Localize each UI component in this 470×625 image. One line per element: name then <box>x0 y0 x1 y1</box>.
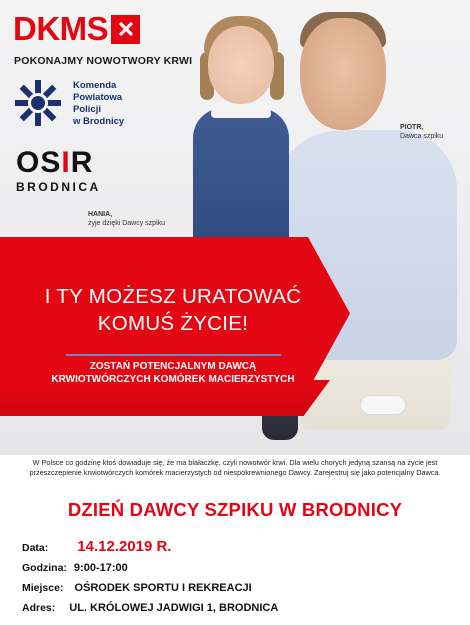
man-face <box>300 18 386 130</box>
girl-face <box>208 26 274 104</box>
osir-wordmark <box>16 148 101 178</box>
event-hours-row <box>22 562 128 574</box>
banner-headline-1: I TY MOŻESZ URATOWAĆ <box>44 285 302 308</box>
caption-hania-desc: żyje dzięki Dawcy szpiku <box>88 220 166 227</box>
address-label: Adres: <box>22 602 56 614</box>
place-label: Miejsce: <box>22 582 64 594</box>
event-date-row <box>22 538 172 555</box>
banner-subline-1: ZOSTAŃ POTENCJALNYM DAWCĄ <box>89 361 257 372</box>
caption-piotr <box>400 123 443 141</box>
police-line-4: w Brodnicy <box>73 116 125 127</box>
caption-piotr-desc: Dawca szpiku <box>400 133 444 140</box>
banner-subline <box>28 360 318 386</box>
police-line-2: Powiatowa <box>73 92 123 103</box>
event-title: DZIEŃ DAWCY SZPIKU W BRODNICY <box>67 499 403 520</box>
event-address-row <box>22 602 278 614</box>
caption-piotr-name: PIOTR, <box>400 124 424 131</box>
date-label: Data: <box>22 542 49 554</box>
police-name <box>73 80 124 128</box>
osir-part-2: R <box>70 146 94 179</box>
hours-value: 9:00-17:00 <box>73 562 128 574</box>
man-shoe <box>360 395 406 415</box>
osir-logo <box>16 148 101 194</box>
hours-label: Godzina: <box>22 562 67 574</box>
police-star-icon <box>13 78 63 128</box>
girl-figure <box>193 108 289 258</box>
police-line-1: Komenda <box>73 80 117 91</box>
dkms-logo-text: DKMS <box>13 10 109 47</box>
banner-headline-2: KOMUŚ ŻYCIE! <box>97 312 249 335</box>
dkms-logo <box>13 11 140 47</box>
date-value: 14.12.2019 R. <box>77 538 172 555</box>
caption-hania <box>88 210 165 228</box>
info-paragraph: W Polsce co godzinę ktoś dowiaduje się, że ma białaczkę, czyli nowotwór krwi. Dla wielu chorych jedyną szansą na życie jest przeszczepienie krwiotwórczych komórek macierzystych od niespokrewnionego Dawcy. Zarejestruj się jako potencjalny Dawca. <box>29 458 441 477</box>
place-value: OŚRODEK SPORTU I REKREACJI <box>74 582 252 594</box>
osir-subtitle: BRODNICA <box>16 180 101 194</box>
osir-part-red: I <box>61 146 71 179</box>
banner-subline-2: KRWIOTWÓRCZYCH KOMÓREK MACIERZYSTYCH <box>51 374 295 385</box>
banner-divider <box>66 354 281 356</box>
dkms-cross-icon <box>111 15 140 44</box>
address-value: UL. KRÓLOWEJ JADWIGI 1, BRODNICA <box>69 602 279 614</box>
police-line-3: Policji <box>73 104 101 115</box>
banner-headline <box>28 283 318 337</box>
tagline: POKONAJMY NOWOTWORY KRWI <box>14 55 193 67</box>
osir-part-1: OS <box>16 146 62 179</box>
police-logo <box>13 78 124 128</box>
event-place-row <box>22 582 252 594</box>
caption-hania-name: HANIA, <box>88 211 113 218</box>
